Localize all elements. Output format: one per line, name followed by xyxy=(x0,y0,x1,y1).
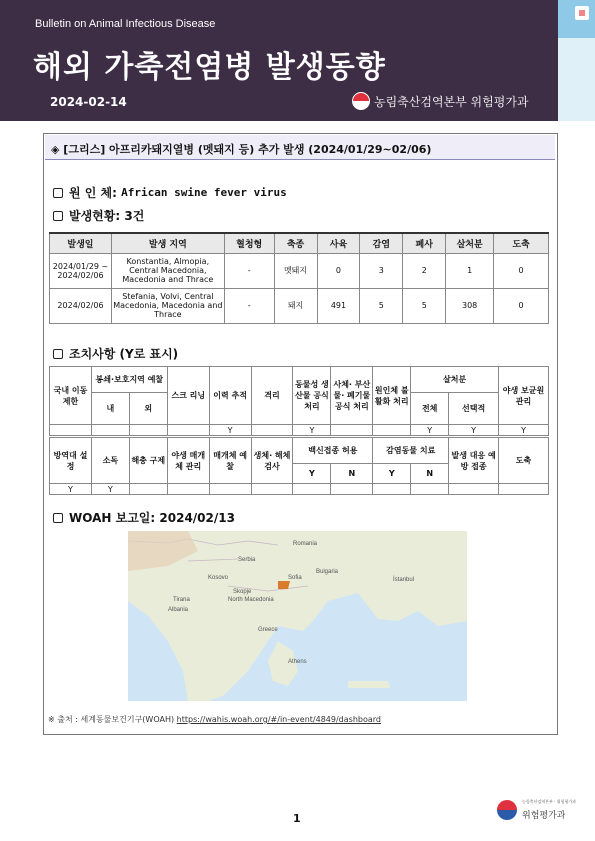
measure-header: 감염동물 치료 xyxy=(373,438,449,464)
map-label: Athens xyxy=(288,659,307,665)
measure-value: Y xyxy=(411,425,449,436)
measure-header: 사체· 부산물· 폐기물 공식 처리 xyxy=(331,367,373,425)
measure-value xyxy=(91,425,129,436)
table-cell: 2 xyxy=(403,253,446,288)
checkbox-square-icon xyxy=(53,513,63,523)
outbreak-marker-icon xyxy=(278,581,290,589)
measure-value xyxy=(499,484,549,495)
measure-value xyxy=(167,425,209,436)
agency-emblem-icon xyxy=(497,800,517,820)
measure-header: 격리 xyxy=(251,367,293,425)
table-cell: 2024/01/29 ~ 2024/02/06 xyxy=(50,253,112,288)
page-title: 해외 가축전염병 발생동향 xyxy=(33,50,386,85)
measure-header: 봉쇄·보호지역 예찰 xyxy=(91,367,167,393)
col-header: 축종 xyxy=(274,233,317,253)
measure-subheader: 내 xyxy=(91,393,129,425)
table-cell: 0 xyxy=(317,253,360,288)
col-header: 감염 xyxy=(360,233,403,253)
measure-header: 매개체 예찰 xyxy=(209,438,251,484)
measure-header: 이력 추적 xyxy=(209,367,251,425)
table-row xyxy=(50,484,549,495)
col-header: 폐사 xyxy=(403,233,446,253)
measure-header: 발생 대응 예방 접종 xyxy=(449,438,499,484)
section-header xyxy=(45,135,555,160)
checkbox-square-icon xyxy=(53,188,63,198)
org-brand xyxy=(352,92,529,110)
measure-value: Y xyxy=(91,484,129,495)
measure-value xyxy=(373,484,411,495)
map-label: North Macedonia xyxy=(228,597,274,603)
measure-subheader: Y xyxy=(293,464,331,484)
org-name: 농림축산검역본부 위험평가과 xyxy=(374,94,529,109)
measure-header: 야생 매개체 관리 xyxy=(167,438,209,484)
land-crete xyxy=(348,681,390,688)
measure-value xyxy=(251,425,293,436)
table-cell: 5 xyxy=(360,288,403,323)
table-cell: 돼지 xyxy=(274,288,317,323)
map-label: Greece xyxy=(258,627,278,633)
corner-mark-icon xyxy=(575,6,589,20)
footer-org-small: 농림축산검역본부 · 위험평가과 xyxy=(522,799,577,804)
measure-subheader: 선택적 xyxy=(449,393,499,425)
map-label: Skopje xyxy=(233,589,252,595)
measure-value: Y xyxy=(293,425,331,436)
map-label: Tirana xyxy=(173,597,190,603)
table-cell: - xyxy=(224,288,274,323)
measure-value: Y xyxy=(449,425,499,436)
outbreak-map xyxy=(128,531,467,701)
cause-label: 원 인 체: xyxy=(69,186,117,200)
section-title: ◈ [그리스] 아프리카돼지열병 (멧돼지 등) 추가 발생 (2024/01/29~02/06) xyxy=(51,143,432,156)
col-header: 발생일 xyxy=(50,233,112,253)
measure-value xyxy=(331,484,373,495)
measure-subheader: 외 xyxy=(129,393,167,425)
woah-value: 2024/02/13 xyxy=(159,510,235,525)
status-line xyxy=(53,207,144,224)
table-row xyxy=(50,253,549,288)
measure-header: 국내 이동 제한 xyxy=(50,367,92,425)
map-label: Albania xyxy=(168,607,189,613)
checkbox-square-icon xyxy=(53,211,63,221)
map-label: Serbia xyxy=(238,557,256,563)
footer-logo xyxy=(497,798,577,828)
status-value: 3건 xyxy=(124,209,145,223)
measure-header: 해충 구제 xyxy=(129,438,167,484)
measure-header: 생체· 해체 검사 xyxy=(251,438,293,484)
table-cell: 5 xyxy=(403,288,446,323)
measure-subheader: N xyxy=(411,464,449,484)
source-prefix: ※ 출처 : 세계동물보건기구(WOAH) xyxy=(48,715,175,724)
col-header: 사육 xyxy=(317,233,360,253)
publish-date: 2024-02-14 xyxy=(50,95,127,109)
source-link[interactable]: https://wahis.woah.org/#/in-event/4849/dashboard xyxy=(176,715,381,724)
measure-value: Y xyxy=(499,425,549,436)
measure-value: Y xyxy=(209,425,251,436)
measure-header: 도축 xyxy=(499,438,549,484)
measure-header: 스크 리닝 xyxy=(167,367,209,425)
measure-header: 원인체 불활화 처리 xyxy=(373,367,411,425)
measures-table-2 xyxy=(49,437,549,495)
measure-value xyxy=(50,425,92,436)
col-header: 도축 xyxy=(494,233,549,253)
measure-header: 소독 xyxy=(91,438,129,484)
map-label: Kosovo xyxy=(208,575,229,581)
table-cell: 1 xyxy=(446,253,494,288)
measure-subheader: 전체 xyxy=(411,393,449,425)
measure-header: 백신접종 허용 xyxy=(293,438,373,464)
cause-line xyxy=(53,184,287,201)
agency-logo-icon xyxy=(352,92,370,110)
checkbox-square-icon xyxy=(53,349,63,359)
measure-value: Y xyxy=(50,484,92,495)
col-header: 발생 지역 xyxy=(111,233,224,253)
status-label: 발생현황: xyxy=(69,209,121,223)
table-cell: Konstantia, Almopia, Central Macedonia, Macedonia and Thrace xyxy=(111,253,224,288)
outbreak-table xyxy=(49,232,549,324)
source-note xyxy=(48,714,381,725)
table-cell: 3 xyxy=(360,253,403,288)
col-header: 살처분 xyxy=(446,233,494,253)
measure-value xyxy=(167,484,209,495)
measure-header: 야생 보균원 관리 xyxy=(499,367,549,425)
col-header: 혈청형 xyxy=(224,233,274,253)
table-cell: Stefania, Volvi, Central Macedonia, Macedonia and Thrace xyxy=(111,288,224,323)
map-label: Sofia xyxy=(288,575,302,581)
page-number: 1 xyxy=(293,812,301,825)
measure-value xyxy=(209,484,251,495)
measure-header: 동물성 생산물 공식 처리 xyxy=(293,367,331,425)
measure-value xyxy=(293,484,331,495)
measures-table-1 xyxy=(49,366,549,436)
woah-label: WOAH 보고일: xyxy=(69,511,156,525)
map-label: İstanbul xyxy=(393,577,415,583)
measure-value xyxy=(251,484,293,495)
table-row xyxy=(50,288,549,323)
measures-label: 조치사항 (Y로 표시) xyxy=(69,347,179,361)
table-row xyxy=(50,425,549,436)
table-cell: 2024/02/06 xyxy=(50,288,112,323)
measure-value xyxy=(449,484,499,495)
measure-value xyxy=(129,425,167,436)
table-cell: 0 xyxy=(494,288,549,323)
cause-value: African swine fever virus xyxy=(121,186,287,199)
measure-header: 살처분 xyxy=(411,367,499,393)
measures-line xyxy=(53,345,178,362)
table-cell: 308 xyxy=(446,288,494,323)
map-label: Romania xyxy=(293,541,318,547)
footer-org: 위험평가과 xyxy=(522,811,566,821)
measure-value xyxy=(373,425,411,436)
map-label: Bulgaria xyxy=(316,569,339,575)
table-cell: 멧돼지 xyxy=(274,253,317,288)
measure-subheader: Y xyxy=(373,464,411,484)
measure-subheader: N xyxy=(331,464,373,484)
table-cell: 0 xyxy=(494,253,549,288)
measure-header: 방역대 설정 xyxy=(50,438,92,484)
measure-value xyxy=(411,484,449,495)
woah-line xyxy=(53,509,235,526)
bulletin-title: Bulletin on Animal Infectious Disease xyxy=(35,18,216,30)
table-cell: 491 xyxy=(317,288,360,323)
measure-value xyxy=(129,484,167,495)
measure-value xyxy=(331,425,373,436)
table-cell: - xyxy=(224,253,274,288)
